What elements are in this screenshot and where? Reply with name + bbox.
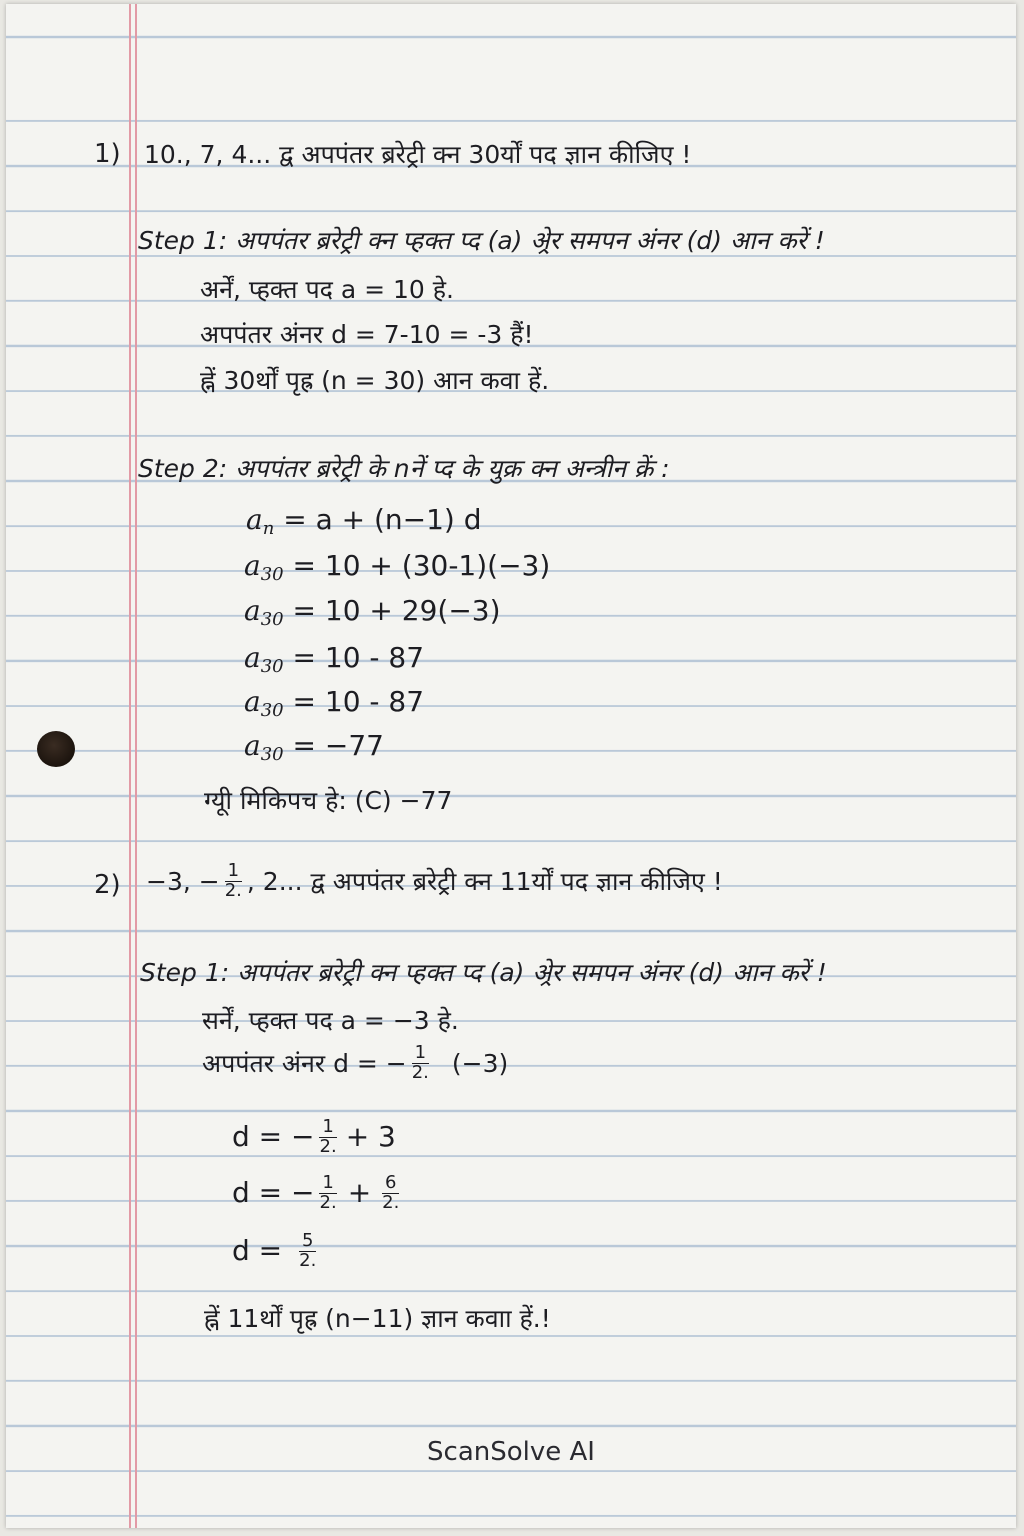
q1-equation-2: $a_{30} = 10 + (30-1)(-3)$ xyxy=(244,549,551,585)
question-2-number: 2) xyxy=(94,870,121,900)
q2-d-step-3: d = $\frac{5}{2.}$ xyxy=(232,1232,321,1271)
fraction: $\frac{1}{2.}$ xyxy=(411,1042,429,1083)
fraction: $\frac{1}{2.}$ xyxy=(224,860,242,901)
q2-line-first-term: सर्नें, प्हक्त पद a = −3 हे. xyxy=(202,1006,459,1035)
q2-line-term-n: ह्नें 11र्थों पृह्र (n−11) ज्ञान कवाा हें.! xyxy=(204,1304,551,1333)
fraction: $\frac{6}{2.}$ xyxy=(382,1172,400,1213)
question-2-text: −3, − $\frac{1}{2.}$ , 2... द्व अपपंतर ब्ररेट्री क्न 11र्यों पद ज्ञान कीजिए ! xyxy=(146,860,723,901)
q2-d-step-1: d = − $\frac{1}{2.}$ + 3 xyxy=(232,1116,396,1157)
question-1-text: 10., 7, 4... द्व अपपंतर ब्ररेट्री क्न 30र्यों पद ज्ञान कीजिए ! xyxy=(144,140,692,169)
q2-line-difference: अपपंतर अंनर d = − $\frac{1}{2.}$ (−3) xyxy=(202,1042,509,1083)
q1-equation-1: $a_n = a + (n-1)$ d xyxy=(246,503,482,539)
q1-answer: ग्यूी मिकिपच हे: (C) −77 xyxy=(204,786,453,815)
q2-step-1: Step 1: अपपंतर ब्ररेट्री क्न प्हक्त प्द (a) अ्रेर समपन अंनर (d) आन करें ! xyxy=(140,958,827,987)
punch-hole xyxy=(37,731,75,767)
q1-equation-4: $a_{30} = 10 - 87$ xyxy=(244,641,425,677)
q2-d-step-2: d = − $\frac{1}{2.}$ + $\frac{6}{2.}$ xyxy=(232,1174,404,1213)
q1-line-first-term: अर्नें, प्हक्त पद a = 10 हे. xyxy=(200,275,455,304)
margin-line xyxy=(135,4,137,1528)
footer-watermark: ScanSolve AI xyxy=(427,1437,595,1467)
q1-line-term-n: ह्नें 30र्थों पृह्र (n = 30) आन कवा हें. xyxy=(200,366,550,395)
q1-equation-5: $a_{30} = 10 - 87$ xyxy=(244,685,425,721)
q1-equation-3: $a_{30} = 10 + 29(-3)$ xyxy=(244,594,501,630)
q1-line-difference: अपपंतर अंनर d = 7-10 = -3 हैं! xyxy=(200,320,534,349)
fraction: $\frac{1}{2.}$ xyxy=(319,1172,337,1213)
q1-step-2: Step 2: अपपंतर ब्ररेट्री के nनें प्द के युक्र क्न अन्त्रीन क्रें : xyxy=(138,454,670,483)
fraction: $\frac{1}{2.}$ xyxy=(319,1116,337,1157)
q1-step-1: Step 1: अपपंतर ब्ररेट्री क्न प्हक्त प्द (a) अ्रेर समपन अंनर (d) आन करें ! xyxy=(138,226,825,255)
q1-equation-6: $a_{30} = -77$ xyxy=(244,729,384,765)
notebook-page xyxy=(6,4,1016,1528)
question-1-number: 1) xyxy=(94,139,121,169)
fraction: $\frac{5}{2.}$ xyxy=(299,1230,317,1271)
margin-line xyxy=(129,4,131,1528)
